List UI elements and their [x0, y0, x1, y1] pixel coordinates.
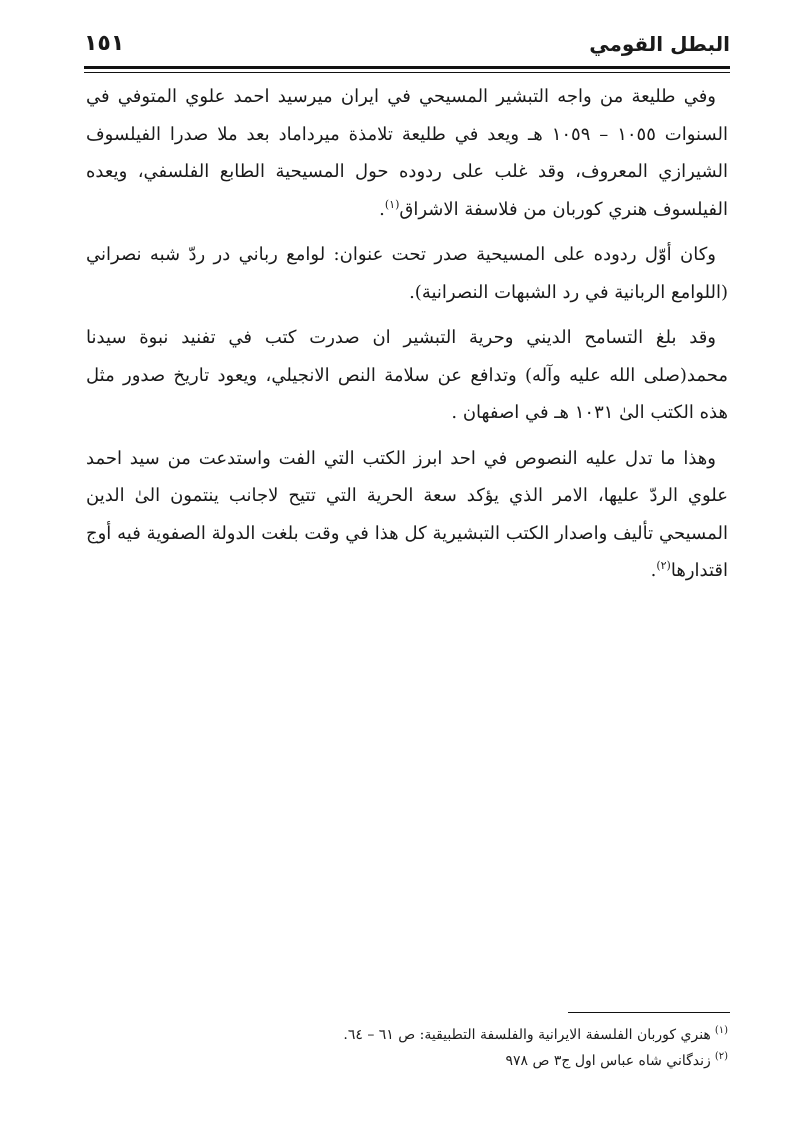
- page-number: ١٥١: [84, 31, 125, 56]
- footnote-text: زندگاني شاه عباس اول ج٣ ص ٩٧٨: [505, 1053, 711, 1069]
- paragraph: [86, 440, 728, 590]
- body-text: [86, 78, 728, 598]
- paragraph-text: وهذا ما تدل عليه النصوص في احد ابرز الكتب التي الفت واستدعت من سيد احمد علوي الردّ عليها، الامر الذي يؤكد سعة الحرية التي تتيح لاجانب ينتمون الىٰ الدين المسيحي تأليف واصدار الكتب التبشيرية كل هذا في وقت بلغت الدولة الصفوية فيه أوج اقتدارها: [86, 447, 728, 581]
- paragraph: [86, 236, 728, 311]
- footnote-text: هنري كوربان الفلسفة الايرانية والفلسفة التطبيقية: ص ٦١ – ٦٤.: [343, 1027, 711, 1043]
- paragraph-end: .: [379, 198, 385, 220]
- footnote-separator: [568, 1012, 730, 1013]
- footnote: [86, 1022, 728, 1048]
- paragraph-end: .: [650, 560, 657, 581]
- paragraph-text: وقد بلغ التسامح الديني وحرية التبشير ان صدرت كتب في تفنيد نبوة سيدنا محمد(صلى الله عليه وآله) وتدافع عن سلامة النص الانجيلي، ويعود تاريخ صدور مثل هذه الكتب الىٰ ١٠٣١ هـ في اصفهان .: [86, 327, 728, 423]
- footnote-mark: (٢): [714, 1051, 728, 1063]
- paragraph-text: وفي طليعة من واجه التبشير المسيحي في ايران ميرسيد احمد علوي المتوفي في السنوات ١٠٥٥ – ١٠٥٩ هـ ويعد في طليعة تلامذة ميرداماد بعد ملا صدرا الفيلسوف الشيرازي المعروف، وقد غلب على ردوده حول المسيحية الطابع الفلسفي، ويعده الفيلسوف هنري كوربان من فلاسفة الاشراق: [86, 86, 728, 220]
- footnotes: [86, 1022, 728, 1074]
- header-rule-thin: [84, 72, 730, 73]
- footnote-mark: (١): [714, 1025, 728, 1037]
- header-rule-thick: [84, 66, 730, 69]
- paragraph: [86, 78, 728, 228]
- footnote: [86, 1048, 728, 1074]
- page-header: [84, 28, 730, 68]
- footnote-reference: (١): [384, 197, 400, 211]
- paragraph: [86, 319, 728, 432]
- footnote-reference: (٢): [656, 559, 671, 572]
- paragraph-text: وكان أوّل ردوده على المسيحية صدر تحت عنوان: لوامع رباني در ردّ شبه نصراني (اللوامع الربانية في رد الشبهات النصرانية).: [86, 244, 728, 303]
- running-title: البطل القومي: [589, 32, 730, 56]
